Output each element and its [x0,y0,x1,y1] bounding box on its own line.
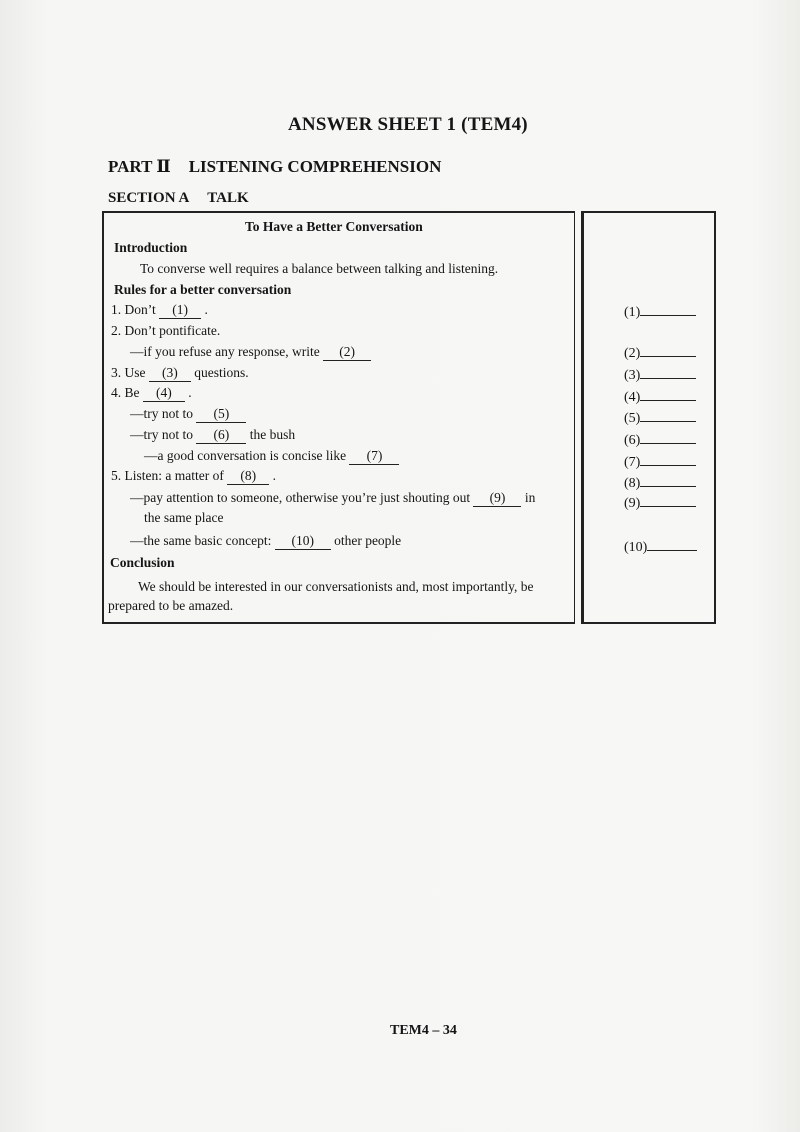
answer-label-9: (9) [624,496,641,511]
blank-10[interactable]: (10) [275,533,331,550]
section-name: TALK [207,190,249,206]
answer-label-6: (6) [624,433,641,448]
answer-slot-6[interactable] [624,431,696,450]
answer-label-2: (2) [624,346,641,361]
rule-3-end: questions. [194,365,249,380]
answer-label-5: (5) [624,411,641,426]
rule-3 [111,364,249,382]
rule-5-sub-2 [130,532,401,550]
rule-2-sub [130,343,371,361]
answer-slot-10[interactable] [624,538,697,557]
answer-slot-3[interactable] [624,366,696,385]
blank-5[interactable]: (5) [196,406,246,423]
rule-5-sub-1-text: —pay attention to someone, otherwise you’re just shouting out [130,490,471,505]
rule-5-text: 5. Listen: a matter of [111,468,224,483]
blank-9[interactable]: (9) [473,490,521,507]
answer-line[interactable] [640,494,696,507]
blank-6[interactable]: (6) [196,427,246,444]
answer-slot-1[interactable] [624,303,696,322]
rule-5 [111,467,276,485]
rule-4-sub-2-end: the bush [249,427,296,442]
rule-4-text: 4. Be [111,385,140,400]
rule-5-sub-1-end: in [524,490,536,505]
rule-1-end: . [204,302,208,317]
answer-label-7: (7) [624,455,641,470]
talk-title: To Have a Better Conversation [245,219,423,234]
answer-slot-2[interactable] [624,344,696,363]
rule-4-sub-3 [144,447,399,465]
answer-line[interactable] [640,431,696,444]
rule-4-sub-1-text: —try not to [130,406,193,421]
rule-5-sub-2-end: other people [334,533,402,548]
answer-slot-4[interactable] [624,388,696,407]
answer-line[interactable] [640,453,696,466]
rule-4-sub-2-text: —try not to [130,427,193,442]
answer-line[interactable] [647,538,697,551]
rule-1-text: 1. Don’t [111,302,156,317]
rule-5-sub-1-cont: the same place [144,510,224,525]
section-title [108,190,249,207]
answer-line[interactable] [640,366,696,379]
rule-2: 2. Don’t pontificate. [111,323,221,338]
intro-text: To converse well requires a balance between talking and listening. [140,261,499,276]
conclusion-line-1: We should be interested in our conversationists and, most importantly, be [138,579,534,594]
answer-line[interactable] [640,409,696,422]
rule-4-end: . [188,385,192,400]
answer-label-1: (1) [624,305,641,320]
answer-slot-8[interactable] [624,474,696,493]
blank-4[interactable]: (4) [143,385,185,402]
answer-label-10: (10) [624,540,648,555]
rules-heading: Rules for a better conversation [114,282,292,297]
column-divider [581,211,583,624]
answer-line[interactable] [640,303,696,316]
rule-4-sub-2 [130,426,295,444]
sheet-title: ANSWER SHEET 1 (TEM4) [288,114,528,135]
answer-slot-5[interactable] [624,409,696,428]
answer-line[interactable] [640,474,696,487]
rule-5-sub-1 [130,489,535,507]
answer-label-3: (3) [624,368,641,383]
conclusion-line-2: prepared to be amazed. [108,598,234,613]
conclusion-heading: Conclusion [110,555,175,570]
answer-slot-9[interactable] [624,494,696,513]
rule-5-sub-2-text: —the same basic concept: [130,533,272,548]
rule-4-sub-1 [130,405,246,423]
answer-label-8: (8) [624,476,641,491]
intro-heading: Introduction [114,240,188,255]
blank-2[interactable]: (2) [323,344,371,361]
blank-7[interactable]: (7) [349,448,399,465]
answer-label-4: (4) [624,390,641,405]
answer-slot-7[interactable] [624,453,696,472]
rule-2-sub-text: —if you refuse any response, write [130,344,320,359]
part-number: PART Ⅱ [108,157,171,176]
page-code: TEM4 – 34 [390,1023,457,1038]
answer-line[interactable] [640,344,696,357]
section-number: SECTION A [108,190,190,206]
blank-3[interactable]: (3) [149,365,191,382]
rule-5-end: . [272,468,276,483]
rule-1 [111,301,208,319]
blank-8[interactable]: (8) [227,468,269,485]
rule-4-sub-3-text: —a good conversation is concise like [144,448,347,463]
part-name: LISTENING COMPREHENSION [188,157,442,176]
rule-3-text: 3. Use [111,365,146,380]
rule-4 [111,384,192,402]
blank-1[interactable]: (1) [159,302,201,319]
answer-line[interactable] [640,388,696,401]
part-title [108,157,441,177]
